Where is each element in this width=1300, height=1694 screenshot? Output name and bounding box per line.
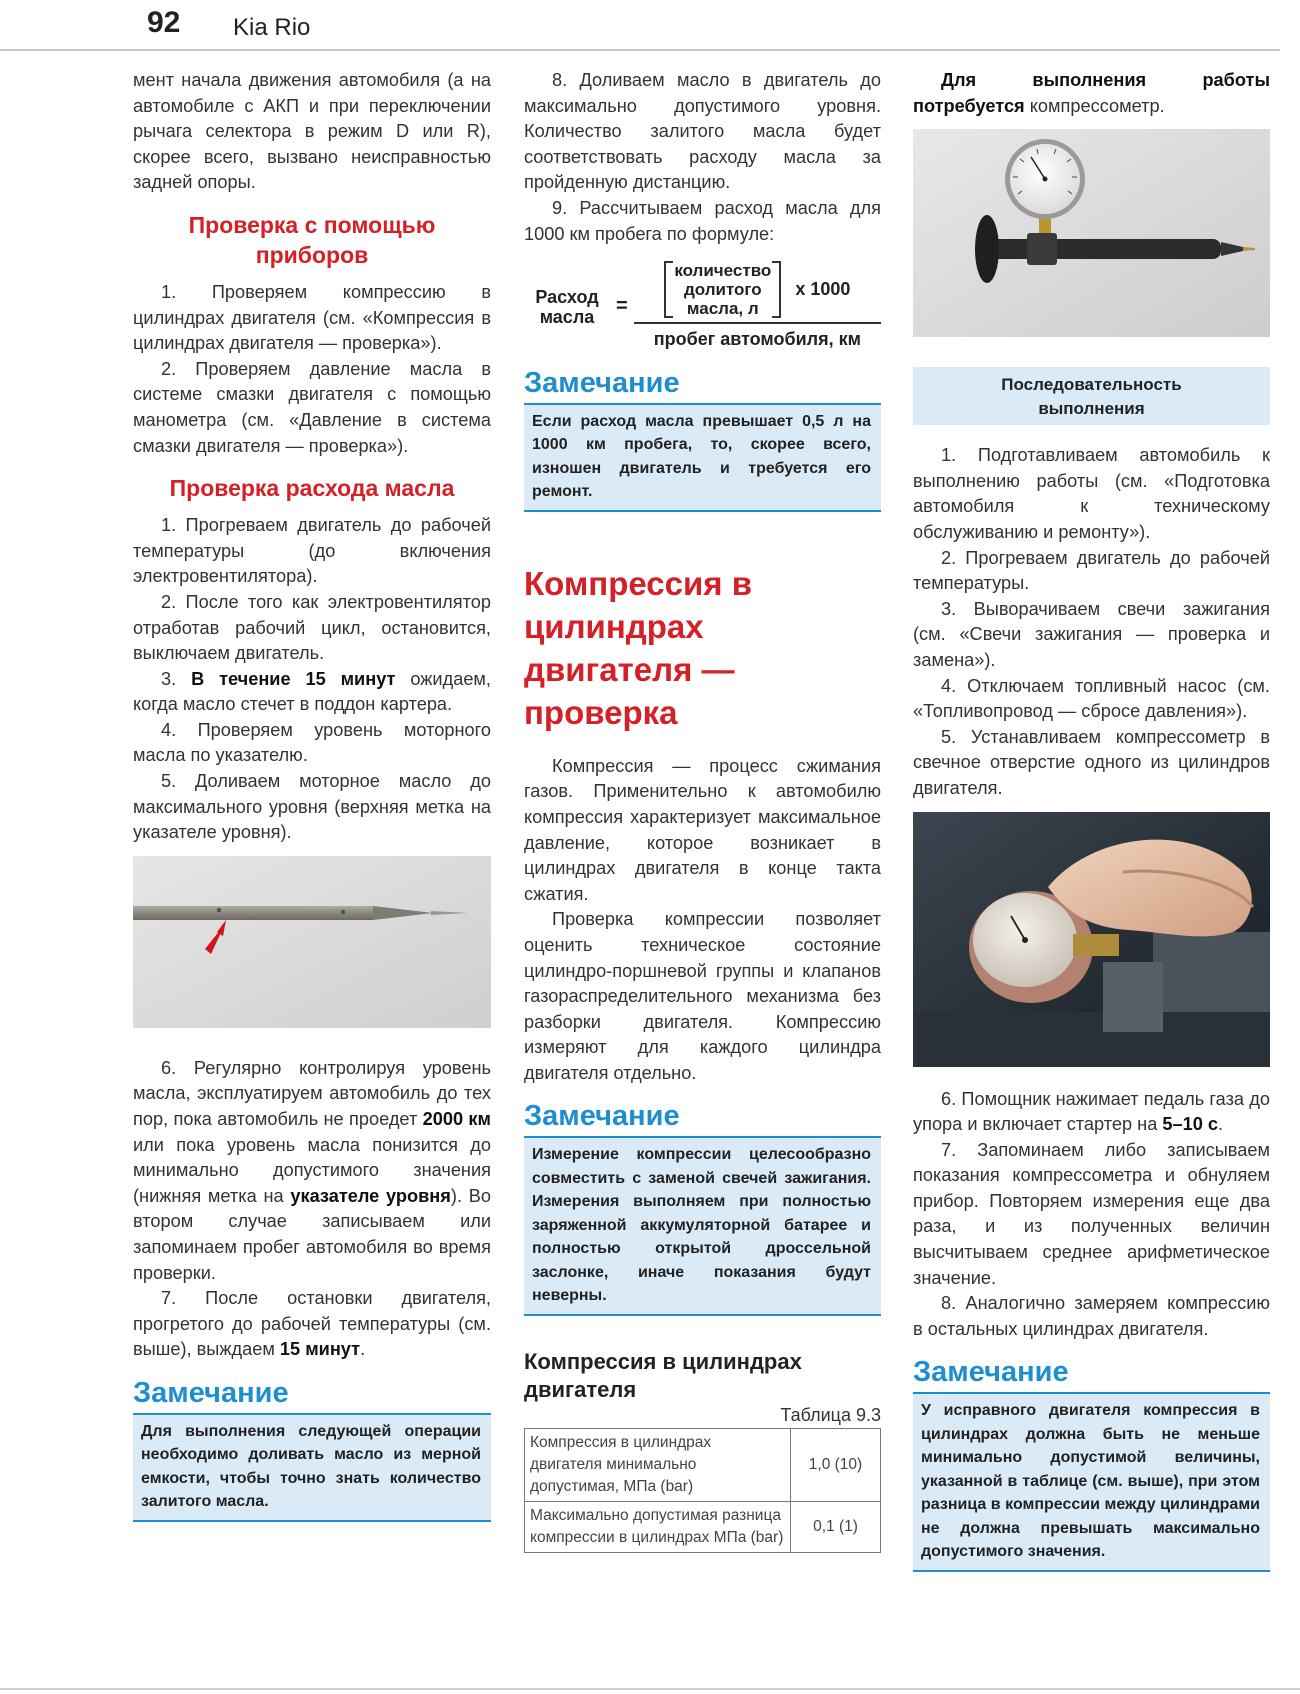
seq-step-3: 3. Выворачиваем свечи зажигания (см. «Свечи зажигания — проверка и замена»). [913,598,1270,670]
section-heading-compression: Компрессия в цилиндрах двигателя — проверка [524,564,752,731]
seq-step-2: 2. Прогреваем двигатель до рабочей температуры. [913,547,1270,594]
seq-step-4: 4. Отключаем топливный насос (см. «Топливопровод — сбросе давления»). [913,675,1270,722]
seq-step-5: 5. Устанавливаем компрессометр в свечное отверстие одного из цилиндров двигателя. [913,726,1270,798]
note-box-measurement [524,1098,881,1316]
note-text: Измерение компрессии целесообразно совместить с заменой свечей зажигания. Измерения выполняем при полностью заряженной аккумуляторной батарее и полностью открытой дроссельной заслонке, иначе показания будут неверны. [524,1138,881,1316]
compression-paragraph-2: Проверка компрессии позволяет оценить техническое состояние цилиндро-поршневой группы и клапанов газораспределительного механизма без разборки двигателя. Компрессию измеряют для каждого цилиндра двигателя отдельно. [524,909,881,1083]
oil-step-5: 5. Доливаем моторное масло до максимального уровня (верхняя метка на указателе уровня). [133,771,491,843]
oil-step-2: 2. После того как электровентилятор отработав рабочий цикл, остановится, выключаем двигатель. [133,591,491,664]
oil-step-6: 6. Регулярно контролируя уровень масла, эксплуатируем автомобиль до тех пор, пока автомобиль не проедет 2000 км или пока уровень масла понизится до минимально допустимого значения (нижняя метка на указателе уровня). Во втором случае записываем или запоминаем пробег автомобиля во время проверки. [133,1057,491,1283]
required-tools: Для выполнения работы потребуется компрессометр. [913,70,1270,116]
book-title: Kia Rio [233,14,311,41]
sequence-heading: Последовательность выполнения [913,367,1270,425]
instr-step-1: 1. Проверяем компрессию в цилиндрах двигателя (см. «Компрессия в цилиндрах двигателя — проверка»). [133,281,491,354]
note-box-consumption [524,365,881,512]
oil-consumption-formula [524,261,881,353]
note-text: У исправного двигателя компрессия в цилиндрах должна быть не меньше минимально допустимой величины, указанной в таблице (см. выше), при этом разница в компрессии между цилиндрами не должна превышать максимально допустимого значения. [913,1394,1270,1572]
dipstick-photo [133,856,491,1028]
page-number: 92 [147,6,181,39]
table-cell-value: 1,0 (10) [791,1428,881,1501]
compression-table [524,1428,881,1553]
instr-step-2: 2. Проверяем давление масла в системе смазки двигателя с помощью манометра (см. «Давление в система смазки двигателя — проверка»). [133,358,491,456]
table-number: Таблица 9.3 [780,1404,881,1425]
formula-numerator: количество долитого масла, л x 1000 [634,261,881,322]
seq-step-8: 8. Аналогично замеряем компрессию в остальных цилиндрах двигателя. [913,1293,1270,1339]
intro-paragraph: мент начала движения автомобиля (а на автомобиле с АКП и при переключении рычага селектора в режим D или R), скорее всего, вызвано неисправностью задней опоры. [133,70,491,193]
table-row [525,1428,881,1501]
seq-step-7: 7. Запоминаем либо записываем показания компрессометра и обнуляем прибор. Повторяем измерения еще два раза, и из полученных величин высчитываем среднее арифметическое значение. [913,1139,1270,1288]
oil-step-9: 9. Рассчитываем расход масла для 1000 км пробега по формуле: [524,197,881,244]
table-cell-value: 0,1 (1) [791,1501,881,1552]
compression-measurement-photo [913,812,1270,1067]
compression-paragraph-1: Компрессия — процесс сжимания газов. Применительно к автомобилю компрессия характеризует максимальное давление, которое возникает в цилиндрах двигателя в конце такта сжатия. [524,755,881,904]
formula-fraction [634,261,881,353]
table-title: Компрессия в цилиндрах двигателя [524,1348,802,1402]
note-title: Замечание [524,365,881,405]
oil-step-3: 3. В течение 15 минут ожидаем, когда масло стечет в поддон картера. [133,668,491,715]
formula-denominator: пробег автомобиля, км [653,329,861,350]
oil-step-8: 8. Доливаем масло в двигатель до максимально допустимого уровня. Количество залитого масла будет соответствовать расходу масла за пройденную дистанцию. [524,70,881,193]
seq-step-6: 6. Помощник нажимает педаль газа до упора и включает стартер на 5–10 с. [913,1088,1270,1135]
header-rule [0,49,1280,51]
formula-lhs: Расход масла [535,286,599,327]
compressometer-photo [913,129,1270,337]
footer-rule [0,1688,1300,1690]
table-row [525,1501,881,1552]
note-box-oil [133,1375,491,1522]
note-box-compression-limits [913,1354,1270,1572]
page-header [0,0,1300,54]
formula-equals: = [616,295,628,318]
note-title: Замечание [913,1354,1270,1394]
note-text: Если расход масла превышает 0,5 л на 1000 км пробега, то, скорее всего, изношен двигатель и требуется его ремонт. [524,405,881,512]
table-cell-param: Компрессия в цилиндрах двигателя минимально допустимая, МПа (bar) [525,1428,791,1501]
formula-multiplier: x 1000 [795,278,851,299]
seq-step-1: 1. Подготавливаем автомобиль к выполнению работы (см. «Подготовка автомобиля к техническому обслуживанию и ремонту»). [913,445,1270,542]
column-right [913,68,1270,1572]
heading-oil-consumption: Проверка расхода масла [169,475,455,502]
table-cell-param: Максимально допустимая разница компрессии в цилиндрах МПа (bar) [525,1501,791,1552]
heading-instrument-check: Проверка с помощью приборов [188,211,436,268]
note-text: Для выполнения следующей операции необходимо доливать масло из мерной емкости, чтобы точно знать количество залитого масла. [133,1415,491,1522]
oil-step-7: 7. После остановки двигателя, прогретого до рабочей температуры (см. выше), выждаем 15 минут. [133,1288,491,1360]
column-middle [524,68,881,1553]
column-left [133,68,491,1522]
oil-step-4: 4. Проверяем уровень моторного масла по указателю. [133,719,491,766]
note-title: Замечание [133,1375,491,1415]
note-title: Замечание [524,1098,881,1138]
oil-step-1: 1. Прогреваем двигатель до рабочей температуры (до включения электровентилятора). [133,515,491,587]
